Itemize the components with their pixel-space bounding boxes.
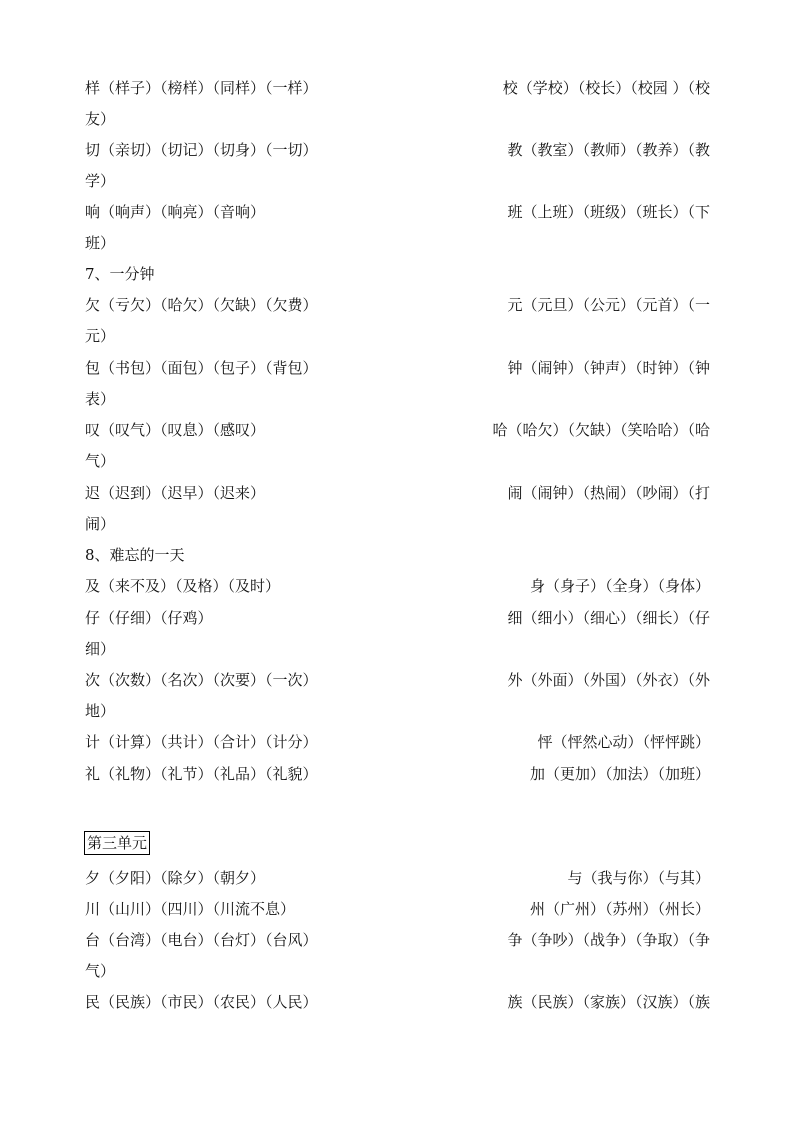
section-heading: 7、一分钟 [85, 265, 155, 283]
word-entry-right: 身（身子）（全身）（身体） [529, 577, 710, 595]
word-entry-right: 怦（怦然心动）（怦怦跳） [537, 733, 710, 751]
word-entry-right: 与（我与你）（与其） [567, 869, 710, 887]
word-entry-right: 细（细小）（细心）（细长）（仔 [507, 609, 710, 627]
word-entry-left: 仔（仔细）（仔鸡） [85, 609, 213, 627]
word-entry-wrap: 元） [85, 327, 116, 345]
word-row [85, 197, 710, 252]
word-entry-right: 族（民族）（家族）（汉族）（族 [507, 993, 710, 1011]
word-entry-wrap: 地） [85, 702, 116, 720]
word-entry-wrap: 细） [85, 640, 116, 658]
word-entry-left: 迟（迟到）（迟早）（迟来） [85, 484, 266, 502]
word-entry-left: 民（民族）（市民）（农民）（人民） [85, 993, 318, 1011]
word-row [85, 759, 710, 790]
word-entry-wrap: 气） [85, 452, 116, 470]
word-entry-left: 及（来不及）（及格）（及时） [85, 577, 281, 595]
word-entry-right: 哈（哈欠）（欠缺）（笑哈哈）（哈 [492, 421, 710, 439]
word-entry-right: 闹（闹钟）（热闹）（吵闹）（打 [507, 484, 710, 502]
word-row [85, 727, 710, 758]
word-row [85, 603, 710, 658]
word-entry-left: 切（亲切）（切记）（切身）（一切） [85, 141, 318, 159]
word-entry-right: 校（学校）（校长）（校园 ）（校 [502, 79, 710, 97]
word-entry-right: 争（争吵）（战争）（争取）（争 [507, 931, 710, 949]
word-entry-right: 加（更加）（加法）（加班） [529, 765, 710, 783]
word-row [85, 135, 710, 190]
word-entry-wrap: 学） [85, 172, 116, 190]
word-row [85, 353, 710, 408]
section-heading: 8、难忘的一天 [85, 546, 185, 564]
word-entry-left: 礼（礼物）（礼节）（礼品）（礼貌） [85, 765, 318, 783]
word-entry-right: 州（广州）（苏州）（州长） [529, 900, 710, 918]
word-entry-left: 计（计算）（共计）（合计）（计分） [85, 733, 318, 751]
word-row [85, 925, 710, 980]
word-entry-right: 钟（闹钟）（钟声）（时钟）（钟 [507, 359, 710, 377]
unit-title-box: 第三单元 [84, 831, 150, 855]
word-entry-right: 外（外面）（外国）（外衣）（外 [507, 671, 710, 689]
word-row [85, 415, 710, 470]
word-entry-right: 教（教室）（教师）（教养）（教 [507, 141, 710, 159]
word-entry-left: 欠（亏欠）（哈欠）（欠缺）（欠费） [85, 296, 318, 314]
word-entry-left: 叹（叹气）（叹息）（感叹） [85, 421, 266, 439]
word-row [85, 987, 710, 1018]
word-entry-wrap: 闹） [85, 515, 116, 533]
word-entry-left: 夕（夕阳）（除夕）（朝夕） [85, 869, 266, 887]
word-row [85, 894, 710, 925]
word-entry-left: 次（次数）（名次）（次要）（一次） [85, 671, 318, 689]
word-entry-left: 样（样子）（榜样）（同样）（一样） [85, 79, 318, 97]
word-row [85, 571, 710, 602]
word-row [85, 863, 710, 894]
word-entry-right: 元（元旦）（公元）（元首）（一 [507, 296, 710, 314]
word-entry-wrap: 表） [85, 390, 116, 408]
word-entry-right: 班（上班）（班级）（班长）（下 [507, 203, 710, 221]
word-entry-wrap: 友） [85, 110, 116, 128]
word-row [85, 478, 710, 533]
word-entry-left: 响（响声）（响亮）（音响） [85, 203, 266, 221]
word-row [85, 665, 710, 720]
word-row [85, 290, 710, 345]
word-entry-wrap: 气） [85, 962, 116, 980]
word-entry-left: 台（台湾）（电台）（台灯）（台风） [85, 931, 318, 949]
word-entry-left: 川（山川）（四川）（川流不息） [85, 900, 296, 918]
word-entry-left: 包（书包）（面包）（包子）（背包） [85, 359, 318, 377]
word-entry-wrap: 班） [85, 234, 116, 252]
word-row [85, 73, 710, 128]
